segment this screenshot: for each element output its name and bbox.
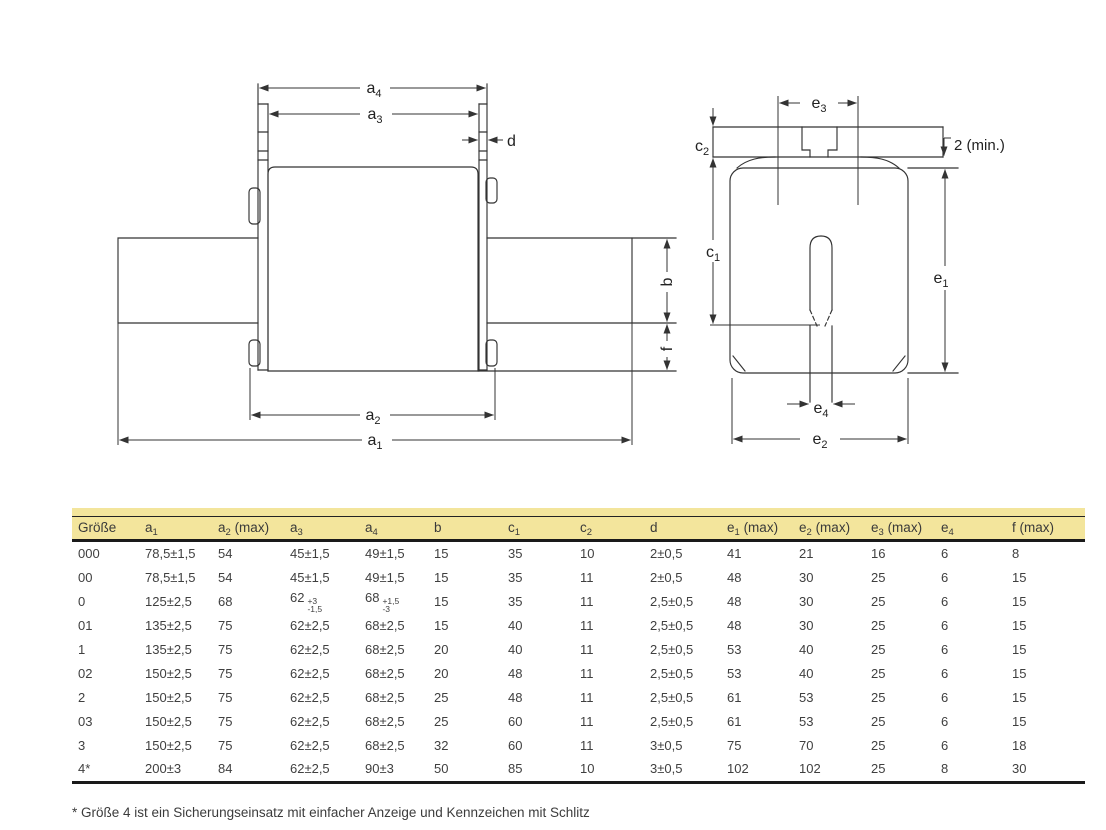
front-view	[118, 80, 676, 452]
table-header-cell: $e_1$ (max)	[727, 520, 779, 538]
table-cell: 61	[727, 689, 742, 705]
dim-label-a2: $a_2$	[365, 407, 381, 427]
table-row	[72, 590, 1085, 614]
table-cell: 15	[1012, 713, 1027, 729]
table-cell: 6	[941, 665, 949, 681]
table-cell: 45±1,5	[290, 546, 330, 562]
table-cell: 48	[727, 594, 742, 610]
dim-label-2min: 2 (min.)	[954, 137, 1005, 154]
table-cell: 6	[941, 737, 949, 753]
table-cell: 11	[580, 642, 594, 657]
table-cell: 2	[78, 689, 86, 705]
table-cell: 49±1,5	[365, 570, 405, 586]
table-cell: 53	[799, 713, 814, 729]
dim-label-e1: $e_1$	[933, 270, 949, 290]
table-cell: 49±1,5	[365, 546, 405, 562]
table-cell: 150±2,5	[145, 665, 192, 681]
table-header-cell: b	[434, 520, 442, 535]
table-cell: 61	[727, 713, 742, 729]
table-cell: 48	[508, 665, 523, 681]
table-cell: 6	[941, 618, 949, 634]
blade-side	[713, 127, 943, 168]
table-cell: 30	[799, 618, 814, 634]
table-cell: 15	[434, 546, 449, 562]
table-header-cell: f (max)	[1012, 520, 1055, 535]
table-cell: 6	[941, 642, 949, 657]
table-cell: 40	[508, 618, 523, 634]
table-cell: 11	[580, 713, 594, 729]
table-cell: 25	[434, 713, 449, 729]
table-cell: 75	[218, 665, 233, 681]
table-cell: 30	[799, 570, 814, 586]
dimension-lines-front	[118, 88, 667, 445]
table-cell: 11	[580, 737, 594, 753]
dim-label-a1: $a_1$	[367, 432, 383, 452]
table-cell: 20	[434, 665, 449, 681]
table-cell: 11	[580, 665, 594, 681]
dim-label-a3: $a_3$	[367, 106, 383, 126]
table-cell: 68	[218, 594, 233, 610]
table-cell: 62±2,5	[290, 689, 330, 705]
table-cell: 60	[508, 737, 523, 753]
table-cell: 6	[941, 689, 949, 705]
table-cell: 78,5±1,5	[145, 570, 196, 586]
table-cell: 25	[871, 594, 886, 610]
table-header-cell: $e_3$ (max)	[871, 520, 923, 538]
table-cell: 78,5±1,5	[145, 546, 196, 562]
table-row	[72, 542, 1085, 566]
table-header-cell: $a_3$	[290, 520, 303, 538]
table-cell: 62 +3 -1,5	[290, 589, 323, 615]
table-cell: 25	[871, 618, 886, 634]
table-cell: 45±1,5	[290, 570, 330, 586]
table-body	[72, 542, 1085, 784]
table-cell: 40	[799, 665, 814, 681]
table-cell: 2,5±0,5	[650, 642, 694, 657]
table-cell: 8	[1012, 546, 1020, 562]
blade-strips-front	[258, 84, 487, 371]
table-cell: 30	[799, 594, 814, 610]
table-cell: 62±2,5	[290, 713, 330, 729]
table-header-cell: d	[650, 520, 658, 535]
table-cell: 6	[941, 713, 949, 729]
table-cell: 41	[727, 546, 742, 562]
table-cell: 6	[941, 546, 949, 562]
table-cell: 75	[218, 618, 233, 634]
table-cell: 1	[78, 642, 86, 657]
table-cell: 85	[508, 761, 523, 777]
table-cell: 25	[871, 570, 886, 586]
table-cell: 11	[580, 689, 594, 705]
table-cell: 75	[218, 689, 233, 705]
table-header-cell: $a_1$	[145, 520, 158, 538]
table-cell: 3±0,5	[650, 737, 683, 753]
dim-label-c2: $c_2$	[694, 138, 710, 158]
table-cell: 54	[218, 570, 233, 586]
table-cell: 135±2,5	[145, 618, 192, 634]
table-cell: 84	[218, 761, 233, 777]
table-cell: 2±0,5	[650, 570, 683, 586]
contact-blades-front	[118, 238, 676, 371]
table-cell: 03	[78, 713, 93, 729]
table-cell: 68±2,5	[365, 618, 405, 634]
table-cell: 68±2,5	[365, 713, 405, 729]
table-cell: 62±2,5	[290, 618, 330, 634]
table-cell: 8	[941, 761, 949, 777]
table-cell: 135±2,5	[145, 642, 192, 657]
table-cell: 15	[1012, 570, 1027, 586]
dim-label-c1: $c_1$	[705, 244, 721, 264]
table-cell: 3	[78, 737, 86, 753]
table-cell: 125±2,5	[145, 594, 192, 610]
table-cell: 48	[508, 689, 523, 705]
dim-label-e4: $e_4$	[813, 400, 829, 420]
table-cell: 01	[78, 618, 93, 634]
table-cell: 75	[218, 737, 233, 753]
table-cell: 48	[727, 570, 742, 586]
table-cell: 70	[799, 737, 814, 753]
table-row	[72, 685, 1085, 709]
table-cell: 68 +1,5 -3	[365, 589, 400, 615]
table-cell: 200±3	[145, 761, 182, 777]
table-cell: 53	[799, 689, 814, 705]
table-cell: 25	[871, 713, 886, 729]
table-cell: 62±2,5	[290, 737, 330, 753]
table-cell: 000	[78, 546, 100, 562]
dim-label-f	[659, 346, 676, 351]
table-cell: 4*	[78, 761, 91, 777]
table-cell: 11	[580, 594, 594, 610]
table-cell: 2,5±0,5	[650, 594, 694, 610]
table-header-cell: Größe	[78, 520, 117, 535]
marking-slot	[810, 236, 832, 402]
table-cell: 48	[727, 618, 742, 634]
table-cell: 25	[871, 761, 886, 777]
table-cell: 68±2,5	[365, 665, 405, 681]
table-cell: 15	[434, 618, 449, 634]
table-header-cell: $c_1$	[508, 520, 521, 538]
dim-label-b	[659, 277, 676, 286]
table-cell: 62±2,5	[290, 761, 330, 777]
table-cell: 00	[78, 570, 93, 586]
table-cell: 54	[218, 546, 233, 562]
table-cell: 35	[508, 570, 523, 586]
dim-label-d: d	[507, 133, 516, 150]
table-cell: 150±2,5	[145, 737, 192, 753]
table-cell: 40	[508, 642, 523, 657]
table-cell: 60	[508, 713, 523, 729]
table-cell: 53	[727, 665, 742, 681]
fuse-body-front	[268, 167, 478, 371]
dim-label-e2: $e_2$	[812, 431, 828, 451]
table-row	[72, 638, 1085, 662]
dimensions-table	[72, 508, 1085, 784]
table-header-cell: $e_4$	[941, 520, 954, 538]
table-cell: 6	[941, 570, 949, 586]
table-cell: 102	[727, 761, 749, 777]
table-cell: 16	[871, 546, 886, 562]
table-cell: 15	[434, 594, 449, 610]
table-cell: 25	[871, 642, 886, 657]
table-cell: 15	[1012, 689, 1027, 705]
table-cell: 25	[434, 689, 449, 705]
table-cell: 02	[78, 665, 93, 681]
table-cell: 40	[799, 642, 814, 657]
table-cell: 10	[580, 546, 595, 562]
table-cell: 11	[580, 570, 594, 586]
table-header-row	[72, 508, 1085, 542]
table-cell: 11	[580, 618, 594, 634]
table-cell: 75	[218, 642, 233, 657]
dim-label-e3: $e_3$	[811, 95, 827, 115]
table-cell: 21	[799, 546, 814, 562]
table-row	[72, 566, 1085, 590]
table-cell: 15	[1012, 594, 1027, 610]
table-cell: 35	[508, 594, 523, 610]
table-cell: 102	[799, 761, 821, 777]
table-cell: 150±2,5	[145, 689, 192, 705]
footnote: * Größe 4 ist ein Sicherungseinsatz mit einfacher Anzeige und Kennzeichen mit Schlitz	[72, 805, 590, 820]
table-cell: 2±0,5	[650, 546, 683, 562]
table-cell: 15	[434, 570, 449, 586]
table-cell: 90±3	[365, 761, 394, 777]
table-cell: 0	[78, 594, 86, 610]
table-cell: 25	[871, 737, 886, 753]
table-cell: 32	[434, 737, 449, 753]
table-cell: 10	[580, 761, 595, 777]
indicator-lugs	[249, 178, 497, 366]
table-cell: 25	[871, 665, 886, 681]
table-cell: 6	[941, 594, 949, 610]
table-header-cell: $a_2$ (max)	[218, 520, 270, 538]
table-cell: 53	[727, 642, 742, 657]
table-cell: 20	[434, 642, 449, 657]
table-row	[72, 757, 1085, 781]
table-cell: 2,5±0,5	[650, 689, 694, 705]
table-header-cell: $e_2$ (max)	[799, 520, 851, 538]
table-cell: 15	[1012, 642, 1027, 657]
table-cell: 68±2,5	[365, 689, 405, 705]
table-row	[72, 661, 1085, 685]
table-row	[72, 709, 1085, 733]
table-cell: 75	[727, 737, 742, 753]
dimension-lines-side	[710, 96, 951, 444]
table-cell: 75	[218, 713, 233, 729]
table-cell: 68±2,5	[365, 642, 405, 657]
table-cell: 15	[1012, 618, 1027, 634]
table-cell: 30	[1012, 761, 1027, 777]
table-cell: 35	[508, 546, 523, 562]
table-header-cell: $a_4$	[365, 520, 378, 538]
table-row	[72, 614, 1085, 638]
table-cell: 3±0,5	[650, 761, 683, 777]
svg-text:b: b	[659, 277, 676, 287]
svg-text:f: f	[659, 346, 676, 352]
table-cell: 25	[871, 689, 886, 705]
fuse-body-side	[730, 168, 958, 373]
table-cell: 50	[434, 761, 449, 777]
table-cell: 68±2,5	[365, 737, 405, 753]
side-view	[695, 95, 1005, 451]
table-cell: 2,5±0,5	[650, 618, 694, 634]
table-cell: 150±2,5	[145, 713, 192, 729]
table-header-cell: $c_2$	[580, 520, 593, 538]
table-cell: 62±2,5	[290, 665, 330, 681]
table-cell: 2,5±0,5	[650, 713, 694, 729]
table-cell: 62±2,5	[290, 642, 330, 657]
table-cell: 18	[1012, 737, 1027, 753]
table-cell: 2,5±0,5	[650, 665, 694, 681]
table-cell: 15	[1012, 665, 1027, 681]
dim-label-a4: $a_4$	[366, 80, 382, 100]
table-row	[72, 733, 1085, 757]
